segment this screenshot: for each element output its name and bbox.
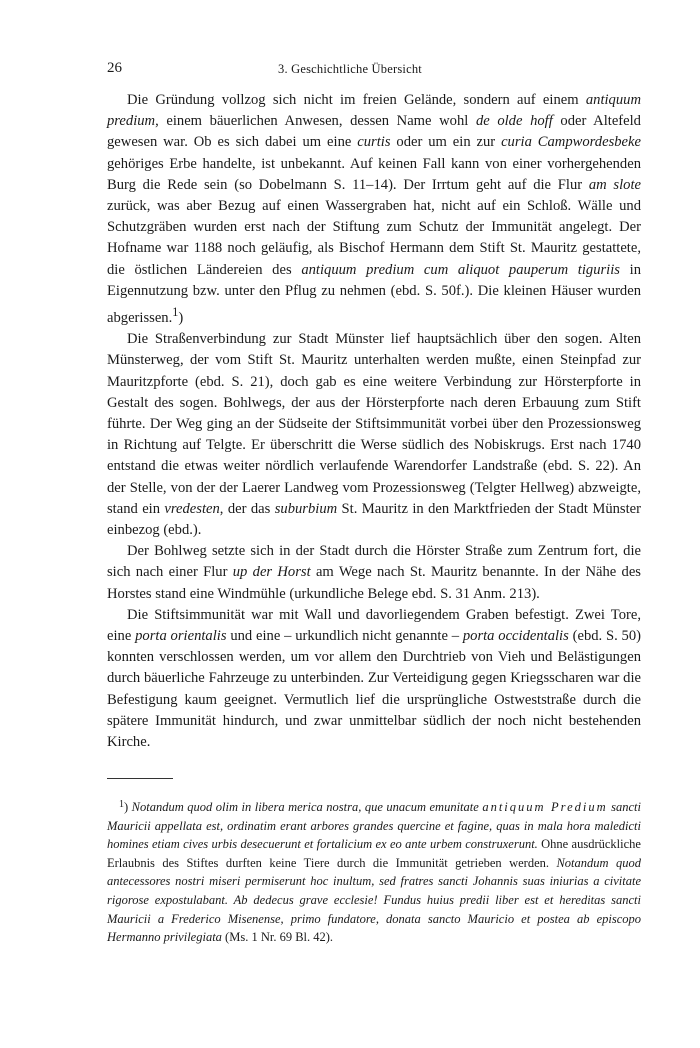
footnote-reference: 1 — [172, 305, 179, 320]
italic-text: am slote — [588, 176, 641, 193]
italic-text: Notandum quod antecessores nostri miseri permiserunt hoc inultum, sed fratres sancti Johannis suas iniurias a civitate rigorose expostulabant. Ab dedecus grave ecclesie! Fundus huius predii liber est et hereditas sancti Mauricii a Frederico Misenense, primo fundatore, donata sancto Mauricio et postea ab episcopo Hermanno privilegiata — [107, 855, 641, 945]
paragraph — [107, 90, 641, 329]
text-run: gehöriges Erbe handelte, ist unbekannt. Auf keinen Fall kann von einer vorhergehenden Burg die Rede sein (so Dobelmann S. 11–14). Der Irrtum geht auf die Flur — [107, 155, 641, 193]
running-head: 3. Geschichtliche Übersicht — [278, 62, 422, 76]
paragraph — [107, 329, 641, 541]
text-run: St. Mauritz in den Marktfrieden der Stadt Münster einbezog (ebd.). — [107, 500, 641, 538]
text-run: , einem bäuerlichen Anwesen, dessen Name wohl — [155, 113, 476, 130]
paragraph — [107, 541, 641, 605]
italic-text: up der Horst — [232, 564, 311, 581]
text-run: oder um ein zur — [390, 134, 502, 151]
footnote-rule — [107, 778, 173, 779]
text-run: ) — [178, 309, 184, 326]
body-text — [107, 90, 641, 753]
footnote-marker: 1 — [119, 799, 124, 810]
italic-text: Notandum quod olim in libera merica nostra, que unacum emunitate — [131, 800, 483, 814]
text-run: in Eigennutzung bzw. unter den Pflug zu nehmen (ebd. S. 50f.). Die kleinen Häuser wurden abgerissen. — [107, 261, 641, 326]
text-run: und eine – urkundlich nicht genannte – — [226, 627, 463, 644]
text-run: , der das — [219, 500, 275, 517]
italic-text: antiquum predium — [107, 92, 641, 130]
page-number: 26 — [107, 60, 122, 76]
text-run: (Ms. 1 Nr. 69 Bl. 42). — [221, 930, 334, 945]
text-run: Der Bohlweg setzte sich in der Stadt durch die Hörster Straße zum Zentrum fort, die sich nach einer Flur — [107, 543, 641, 581]
italic-text: antiquum Predium — [482, 800, 608, 814]
text-run: am Wege nach St. Mauritz benannte. In der Nähe des Horstes stand eine Windmühle (urkundliche Belege ebd. S. 31 Anm. 213). — [107, 564, 641, 602]
italic-text: suburbium — [274, 500, 338, 517]
italic-text: porta occidentalis — [462, 627, 569, 644]
text-run: Ohne ausdrückliche Erlaubnis des Stiftes durften keine Tiere durch die Immunität getrieben werden. — [107, 837, 641, 870]
italic-text: antiquum predium cum aliquot pauperum tiguriis — [301, 261, 620, 278]
italic-text: curia Campwordesbeke — [501, 134, 641, 151]
italic-text: de olde hoff — [475, 113, 553, 130]
text-run: (ebd. S. 50) konnten verschlossen werden, um vor allem den Durchtrieb von Vieh und Belästigungen durch bäuerliche Fahrzeuge zu unterbinden. Zur Verteidigung gegen Kriegsscharen war die Befestigung kaum geeignet. Vermutlich lief die ursprüngliche Ostweststraße durch die spätere Immunität hindurch, und zwar unmittelbar südlich der noch nicht bestehenden Kirche. — [107, 627, 642, 750]
italic-text: sancti Mauricii appellata est, ordinatim erant arbores grandes quercine et fagine, quas in mala hora maledicti homines etiam cives urbis desecuerunt et fortalicium ex eo ante urbem construxerunt. — [107, 800, 641, 852]
footnote — [107, 796, 641, 947]
italic-text: curtis — [357, 134, 391, 151]
italic-text: porta orientalis — [135, 627, 227, 644]
paragraph — [107, 605, 641, 753]
text-run: Die Gründung vollzog sich nicht im freien Gelände, sondern auf einem — [127, 92, 586, 108]
text-run: Die Straßenverbindung zur Stadt Münster lief hauptsächlich über den sogen. Alten Münsterweg, der vom Stift St. Mauritz unterhalten werden mußte, einen Steinpfad zur Mauritzpforte (ebd. S. 21), doch gab es eine weitere Verbindung zur Hörsterpforte in Gestalt des sogen. Bohlwegs, der aus der Hörsterpforte nach deren Erbauung zum Stift führte. Der Weg ging an der Südseite der Stiftsimmunität vorbei über den Prozessionsweg in Richtung auf Telgte. Er überschritt die Werse südlich des Nobiskrugs. Erst nach 1740 entstand die etwas weiter nördlich verlaufende Warendorfer Landstraße (ebd. S. 22). An der Stelle, von der der Laerer Landweg vom Prozessionsweg (Telgter Hellweg) abzweigte, stand ein — [107, 331, 641, 517]
text-run: Die Stiftsimmunität war mit Wall und davorliegendem Graben befestigt. Zwei Tore, eine — [107, 606, 641, 644]
italic-text: vredesten — [164, 500, 220, 517]
text-run: zurück, was aber Bezug auf einen Wassergraben hat, nicht auf ein Schloß. Wälle und Schutzgräben wurden erst nach der Stiftung zum Schutz der Immunität angelegt. Der Hofname war 1188 noch geläufig, als Bischof Hermann dem Stift St. Mauritz gestattete, die östlichen Ländereien des — [107, 198, 641, 278]
text-run: ) — [124, 800, 132, 814]
text-run: oder Altefeld gewesen war. Ob es sich dabei um eine — [107, 113, 641, 151]
